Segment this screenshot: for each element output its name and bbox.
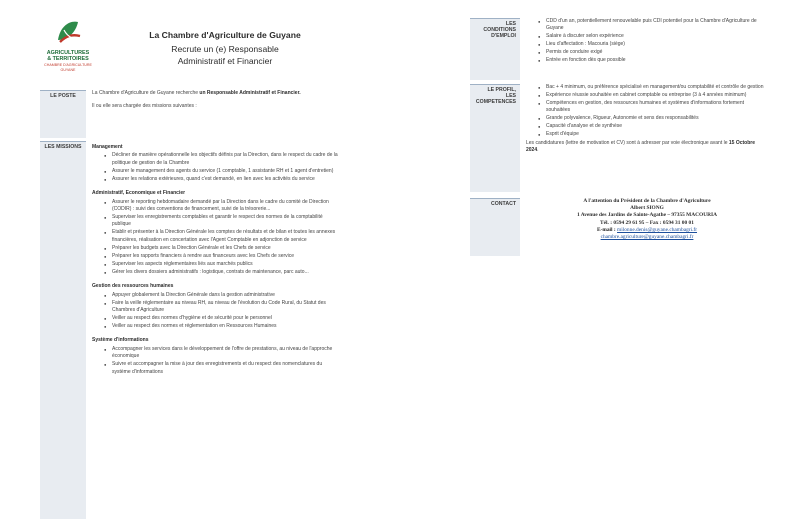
profil-label-line3: COMPETENCES <box>475 99 516 105</box>
list-item: ● Entrée en fonction dès que possible <box>538 57 768 64</box>
missions-subheading: Administratif, Economique et Financier <box>92 190 186 197</box>
logo-text-line3: CHAMBRE D'AGRICULTURE <box>44 63 92 67</box>
contact-email-line-2 <box>526 234 768 241</box>
missions-subheading: Système d'informations <box>92 337 149 344</box>
list-item: ● Lieu d'affectation : Macouria (siège) <box>538 41 768 48</box>
list-item: ● Gérer les divers dossiers administratifs : logistique, contrats de maintenance, parc auto... <box>104 269 338 276</box>
list-item: ● Esprit d'équipe <box>538 131 768 138</box>
list-item: ● Grande polyvalence, Rigueur, Autonomie et sens des responsabilités <box>538 115 768 122</box>
missions-list <box>92 152 338 183</box>
section-label-conditions <box>470 18 520 80</box>
section-conditions <box>470 18 770 80</box>
deadline-suffix: . <box>537 147 539 154</box>
page-subtitle-2: Administratif et Financier <box>177 56 273 66</box>
logo-text-line4: GUYANE <box>60 68 76 72</box>
list-item: ● Décliner de manière opérationnelle les objectifs définis par la Direction, dans le respect du cadre de la politique de gestion de la Chambre <box>104 152 338 167</box>
deadline-date: 15 Octobre 2024 <box>526 139 756 154</box>
conditions-label-line2: CONDITIONS <box>483 27 516 33</box>
section-label-contact: CONTACT <box>470 198 520 256</box>
logo-text-line1: AGRICULTURES <box>46 50 90 56</box>
logo-text-line2: & TERRITOIRES <box>47 56 89 62</box>
list-item: ● Superviser les aspects réglementaires liés aux marchés publics <box>104 261 338 268</box>
profil-list <box>526 84 768 139</box>
list-item: ● Compétences en gestion, des ressources humaines et systèmes d'informations fortement souhaitées <box>538 100 768 115</box>
missions-subheading: Gestion des ressources humaines <box>92 283 174 290</box>
contact-email-line <box>526 227 768 234</box>
list-item: ● Préparer les rapports financiers à rendre aux financeurs avec les Chefs de service <box>104 253 338 260</box>
logo-leaf-icon <box>54 18 82 46</box>
contact-attention: A l'attention du Président de la Chambre d'Agriculture <box>583 198 711 204</box>
list-item: ● Expérience réussie souhaitée en cabinet comptable ou entreprise (3 à 4 années minimum) <box>538 92 768 99</box>
list-item: ● Assurer le management des agents du service (1 comptable, 1 assistante RH et 1 agent d'entretien) <box>104 168 338 175</box>
page-right <box>470 8 770 523</box>
contact-email-label: E-mail : <box>596 226 618 233</box>
list-item: ● Faire la veille réglementaire au niveau RH, au niveau de l'évolution du Code Rural, du Statut des Chambres d'Agriculture <box>104 300 338 315</box>
profil-label-line1: LE PROFIL, <box>487 87 516 93</box>
conditions-label-line3: D'EMPLOI <box>491 33 516 39</box>
contact-address: 1 Avenue des Jardins de Sainte-Agathe – 97355 MACOURIA <box>576 212 718 219</box>
section-missions <box>40 141 340 519</box>
list-item: ● Accompagner les services dans le développement de l'offre de prestations, au niveau de l'approche économique <box>104 346 338 361</box>
list-item: ● Appuyer globalement la Direction Générale dans la gestion administrative <box>104 292 338 299</box>
contact-block <box>526 198 768 241</box>
section-poste <box>40 90 340 138</box>
page-left <box>40 8 340 523</box>
contact-email-link-1[interactable]: milonne.denis@guyane.chambagri.fr <box>617 226 698 233</box>
list-item: ● Assurer le reporting hebdomadaire demandé par la Direction dans le cadre du comité de Direction (CODIR) : suivi des conventions de financement, suivi de la trésorerie... <box>104 199 338 214</box>
contact-phone-fax: Tél. : 0594 29 61 95 – Fax : 0594 31 00 01 <box>600 219 694 226</box>
section-label-missions: LES MISSIONS <box>40 141 86 519</box>
list-item: ● Permis de conduire exigé <box>538 49 768 56</box>
page-subtitle-1: Recrute un (e) Responsable <box>171 44 279 54</box>
missions-subheading: Management <box>92 144 123 150</box>
contact-name: Albert SIONG <box>630 205 664 212</box>
section-label-poste: LE POSTE <box>40 90 86 138</box>
list-item: ● Veiller au respect des normes d'hygiène et de sécurité pour le personnel <box>104 315 338 322</box>
missions-list <box>92 292 338 331</box>
section-body-missions <box>92 141 338 377</box>
list-item: ● CDD d'un an, potentiellement renouvelable puis CDI potentiel pour la Chambre d'Agriculture de Guyane <box>538 18 768 33</box>
section-body-poste <box>92 90 338 111</box>
list-item: ● Capacité d'analyse et de synthèse <box>538 123 768 130</box>
missions-list <box>92 199 338 277</box>
section-body-conditions <box>526 18 768 65</box>
list-item: ● Préparer les budgets avec la Direction Générale et les Chefs de service <box>104 245 338 252</box>
section-profil <box>470 84 770 192</box>
poste-intro <box>92 90 338 97</box>
page-title: La Chambre d'Agriculture de Guyane <box>149 30 301 40</box>
list-item: ● Etablir et présenter à la Direction Générale les comptes de résultats et de bilan et toutes les annexes financières, réalisation en concertation avec l'Agent Comptable en adjonction de service <box>104 229 338 244</box>
chamber-logo <box>40 18 96 84</box>
contact-email-link-2[interactable]: chambre.agriculture@guyane.chambagri.fr <box>600 234 694 241</box>
poste-intro-text: La Chambre d'Agriculture de Guyane recherche <box>92 90 200 96</box>
conditions-label-line1: LES <box>505 21 516 27</box>
section-contact <box>470 198 770 256</box>
list-item: ● Assurer les relations extérieures, quand c'est demandé, en lien avec les activités du service <box>104 176 338 183</box>
application-deadline <box>526 140 768 155</box>
missions-list <box>92 346 338 376</box>
deadline-text: Les candidatures (lettre de motivation et CV) sont à adresser par voie électronique avant le <box>526 139 729 146</box>
section-label-profil <box>470 84 520 192</box>
list-item: ● Bac + 4 minimum, ou préférence spécialisé en management/ou comptabilité et contrôle de gestion <box>538 84 768 91</box>
list-item: ● Superviser les enregistrements comptables et garantir le respect des normes de la comptabilité publique <box>104 214 338 229</box>
list-item: ● Salaire à discuter selon expérience <box>538 33 768 40</box>
section-body-profil <box>526 84 768 155</box>
list-item: ● Veiller au respect des normes et réglementation en Ressources Humaines <box>104 323 338 330</box>
poste-title-highlight: un Responsable Administratif et Financier. <box>199 90 301 96</box>
conditions-list <box>526 18 768 65</box>
poste-line2: Il ou elle sera chargée des missions suivantes : <box>92 103 197 110</box>
profil-label-line2: LES <box>505 93 516 99</box>
list-item: ● Suivre et accompagner la mise à jour des enregistrements et du respect des nomenclatures du système d'informations <box>104 361 338 376</box>
